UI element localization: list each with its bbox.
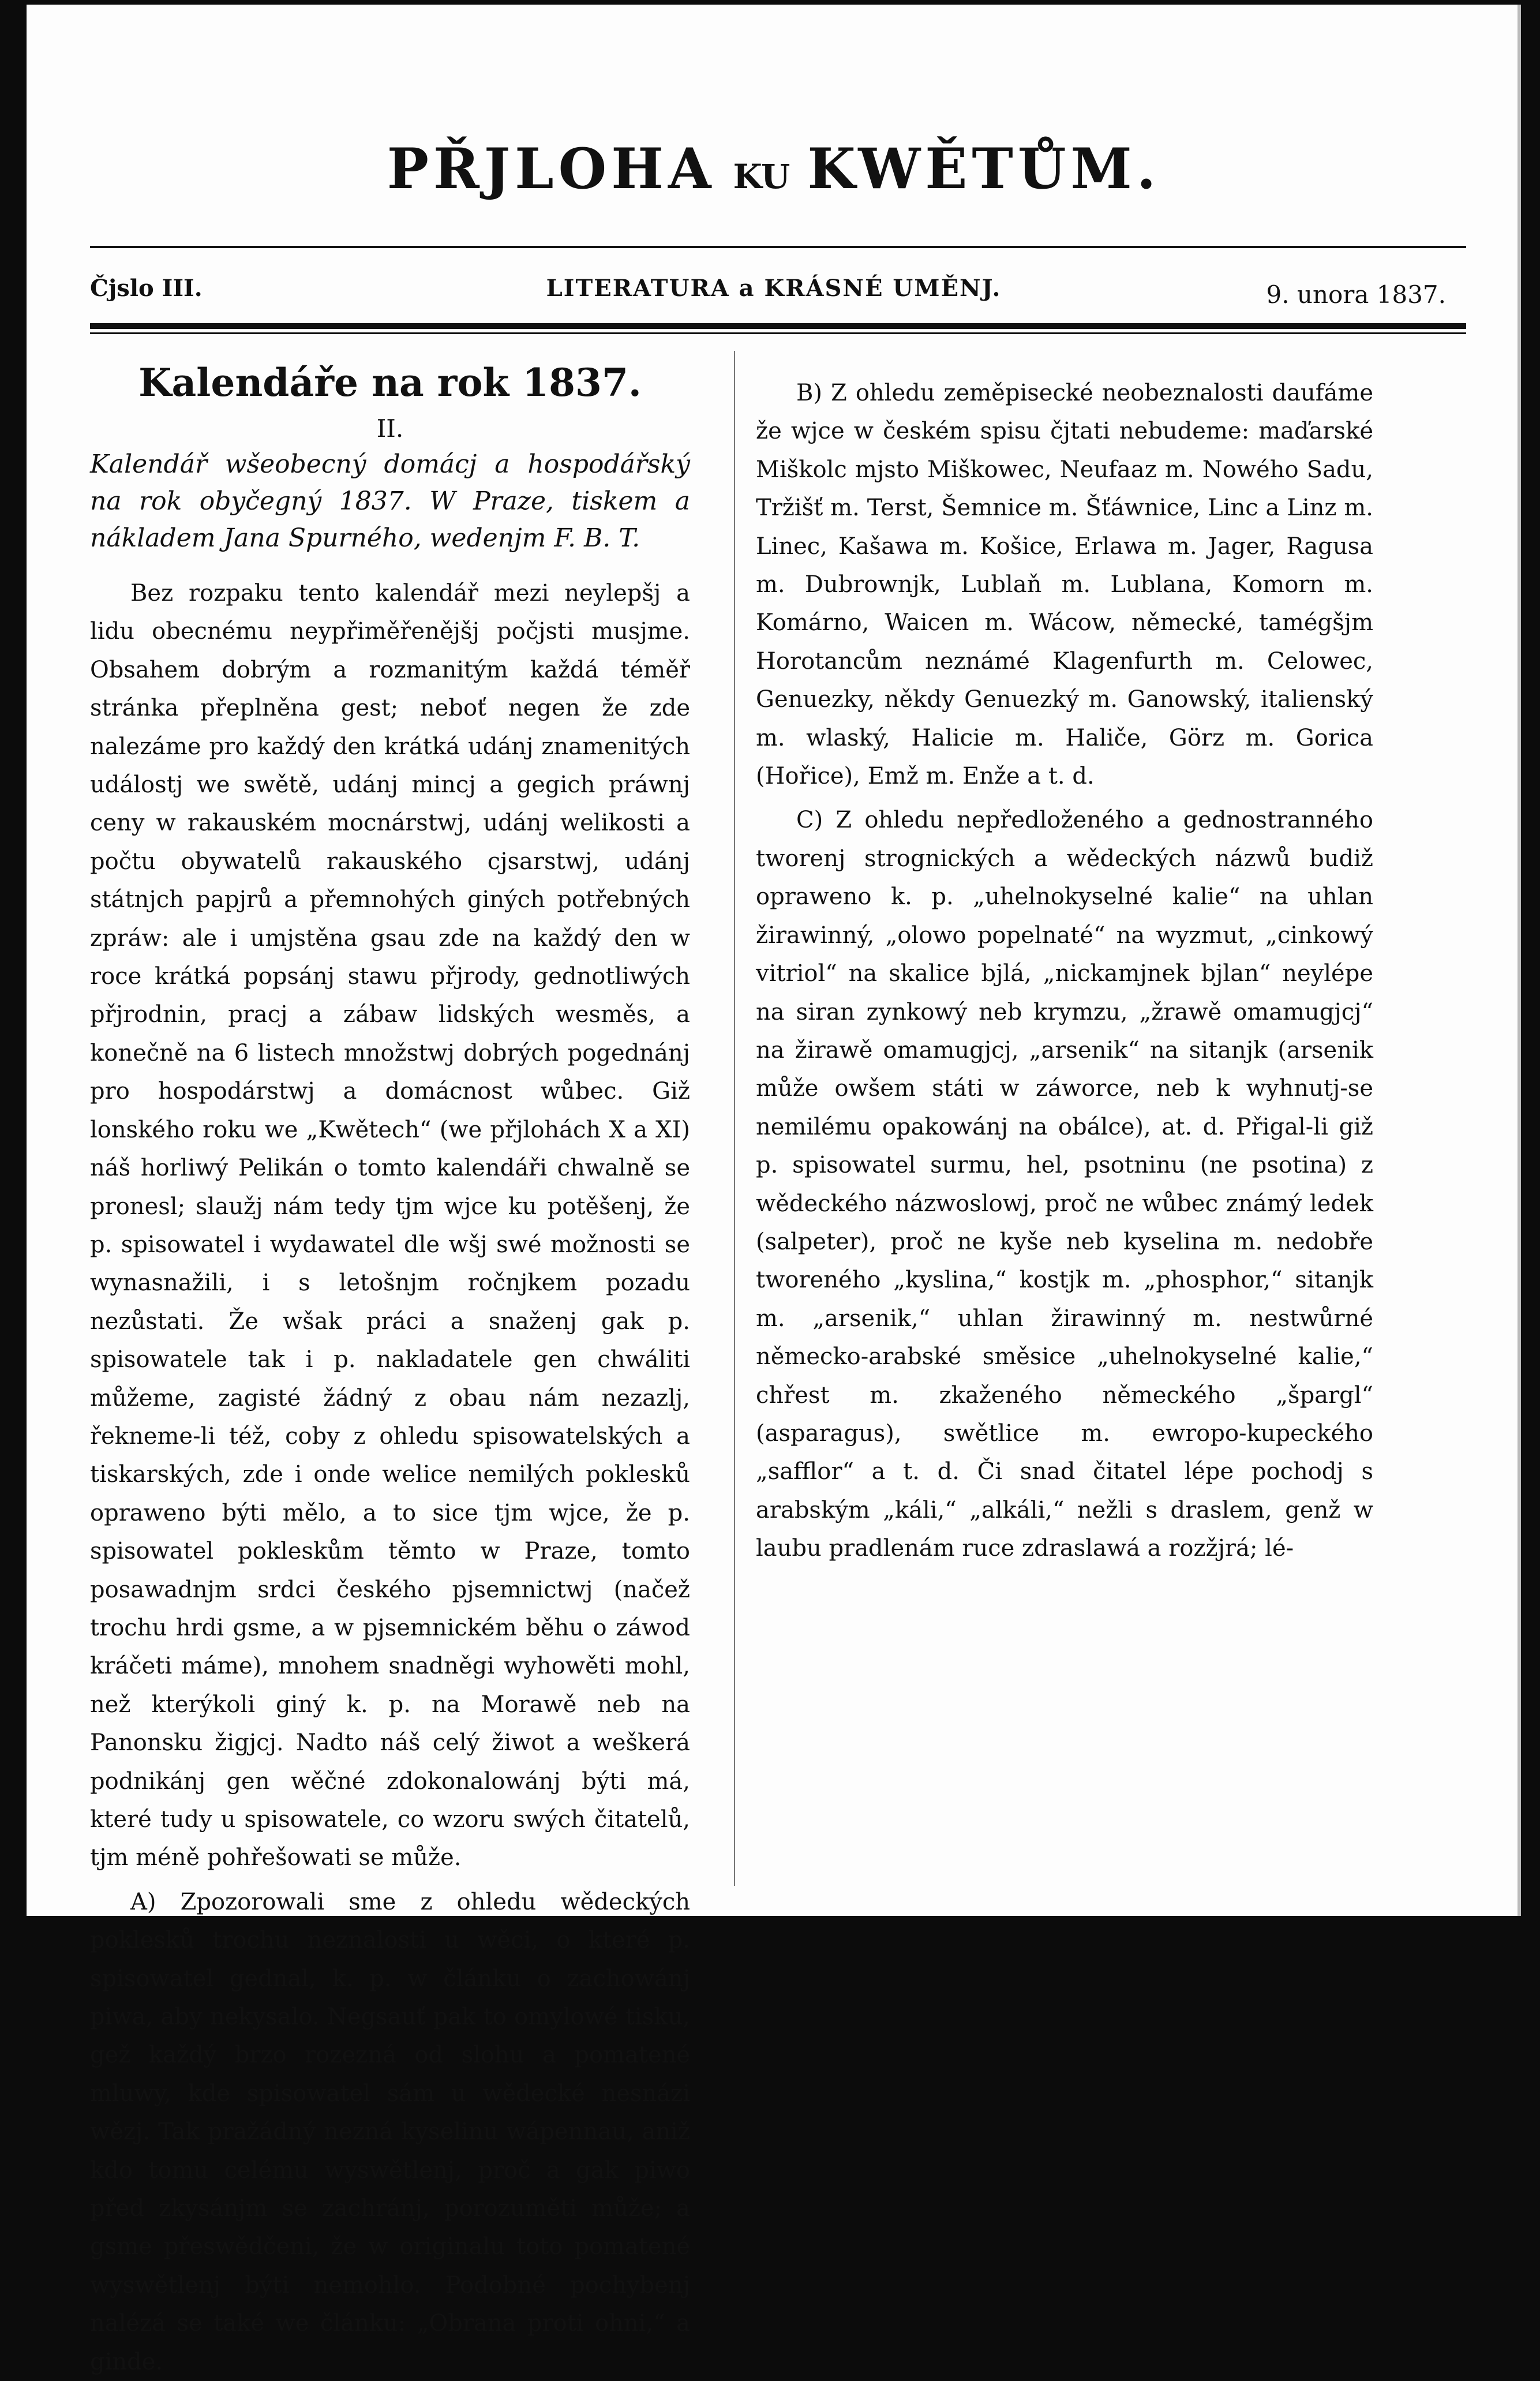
masthead: [27, 136, 1521, 201]
article-part-number: II.: [376, 414, 404, 443]
article-title: Kalendáře na rok 1837.: [138, 360, 642, 405]
double-rule-thin: [90, 332, 1466, 334]
double-rule-thick: [90, 323, 1466, 329]
paragraph-intro: Bez rozpaku tento kalendář mezi neylepšj a lidu obecnému neypřiměřenějšj počjsti musjme. Obsahem dobrým a rozmanitým každá téměř stránka přeplněna gest; neboť negen že zde nalezáme pro každý den krátká udánj znamenitých událostj we swětě, udánj mincj a gegich práwnj ceny w rakauském mocnárstwj, udánj welikosti a počtu obywatelů rakauského cjsarstwj, udánj státnjch papjrů a přemnohých giných potřebných zpráw: ale i umjstěna gsau zde na každý den w roce krátká popsánj stawu přjrody, gednotliwých přjrodnin, pracj a zábaw lidských wesměs, a konečně na 6 listech množstwj dobrých pogednánj pro hospodárstwj a domácnost wůbec. Giž lonského roku we „Kwětech“ (we přjlohách X a XI) náš horliwý Pelikán o tomto kalendáři chwalně se pronesl; slaužj nám tedy tjm wjce ku potěšenj, že p. spisowatel i wydawatel dle wšj swé možnosti se wynasnažili, i s letošnjm ročnjkem pozadu nezůstati. Že wšak práci a snaženj gak p. spisowatele tak i p. nakladatele gen chwáliti můžeme, zagisté žádný z obau nám nezazlj, řekneme-li též, coby z ohledu spisowatelských a tiskarských, zde i onde welice nemilých poklesků opraweno býti mělo, a to sice tjm wjce, že p. spisowatel pokleskům těmto w Praze, tomto posawadnjm srdci českého pjsemnictwj (načež trochu hrdi gsme, a w pjsemnickém běhu o záwod kráčeti máme), mnohem snadněgi wyhowěti mohl, než kterýkoli giný k. p. na Morawě neb na Panonsku žigjcj. Nadto náš celý žiwot a weškerá podnikánj gen wěčné zdokonalowánj býti má, které tudy u spisowatele, co wzoru swých čitatelů, tjm méně pohřešowati se může.: [90, 580, 690, 1871]
issue-number: Čjslo III.: [90, 275, 203, 302]
issue-date: 9. unora 1837.: [1266, 280, 1446, 309]
newspaper-page: [27, 5, 1521, 2375]
masthead-part1: PŘJLOHA: [387, 136, 716, 201]
paragraph-a-start: A) Zpozorowali sme z ohledu wědeckých poklesků trochu neznalosti u wěci, o které p. spisowatel gednal, k. p. w článku o zachowánj piwa, aby nekysalo. Negsauť pak to omylowé tisku, gež každý brzo rozezná od slohu a pomatené mluwy, kde spisowatel sám u wědecké nesnázi wězj. Tak pražádný nezná kyselinu wápennau, aniž kdo tomu celému wyswětlenj, proč a gak piwo před zkysánjm se zachránj, porozuměti může; a gsme přeswědčeni, že w originalu toto pomatené wyswětlenj býti nemohlo. Podobné pochybenj nalézá se také we článku: „Obrana proti ohni,“ a ginde.: [90, 1888, 690, 2375]
right-column: [756, 368, 1373, 1568]
section-title: LITERATURA a KRÁSNÉ UMĚNJ.: [546, 275, 1002, 302]
top-rule: [90, 246, 1466, 248]
left-column: [90, 354, 690, 2375]
masthead-part2: KWĚTŮM.: [807, 136, 1161, 201]
masthead-mid: KU: [733, 157, 790, 196]
column-divider: [734, 351, 735, 1886]
page-edge: [1517, 5, 1521, 1916]
reviewed-book-citation: Kalendář wšeobecný domácj a hospodářský na rok obyčegný 1837. W Praze, tiskem a nákladem Jana Spurného, wedenjm F. B. T.: [90, 450, 690, 553]
paragraph-b: B) Z ohledu zeměpisecké neobeznalosti daufáme že wjce w českém spisu čjtati nebudeme: maďarské Miškolc mjsto Miškowec, Neufaaz m. Nowého Sadu, Tržišť m. Terst, Šemnice m. Šťáwnice, Linc a Linz m. Linec, Kašawa m. Košice, Erlawa m. Jager, Ragusa m. Dubrownjk, Lublaň m. Lublana, Komorn m. Komárno, Waicen m. Wácow, německé, tamégšjm Horotancům neznámé Klagenfurth m. Celowec, Genuezky, někdy Genuezký m. Ganowský, italienský m. wlaský, Halicie m. Haliče, Görz m. Gorica (Hořice), Emž m. Enže a t. d.: [756, 380, 1373, 790]
paragraph-c: C) Z ohledu nepředloženého a gednostranného tworenj strognických a wědeckých názwů budiž opraweno k. p. „uhelnokyselné kalie“ na uhlan žirawinný, „olowo popelnaté“ na wyzmut, „cinkowý vitriol“ na skalice bjlá, „nickamjnek bjlan“ neylépe na siran zynkowý neb krymzu, „žrawě omamugjcj“ na žirawě omamugjcj, „arsenik“ na sitanjk (arsenik může owšem státi w záworce, neb k wyhnutj-se nemilému opakowánj na obálce), at. d. Přigal-li giž p. spisowatel surmu, hel, psotninu (ne psotina) z wědeckého názwoslowj, proč ne wůbec známý ledek (salpeter), proč ne kyše neb kyselina m. nedobře tworeného „kyslina,“ kostjk m. „phosphor,“ sitanjk m. „arsenik,“ uhlan žirawinný m. nestwůrné německo-arabské směsice „uhelnokyselné kalie,“ chřest m. zkaženého německého „špargl“ (asparagus), swětlice m. ewropo-kupeckého „safflor“ a t. d. Či snad čitatel lépe pochodj s arabským „káli,“ „alkáli,“ nežli s draslem, genž w laubu pradlenám ruce zdraslawá a rozžjrá; lé-: [756, 807, 1373, 1562]
